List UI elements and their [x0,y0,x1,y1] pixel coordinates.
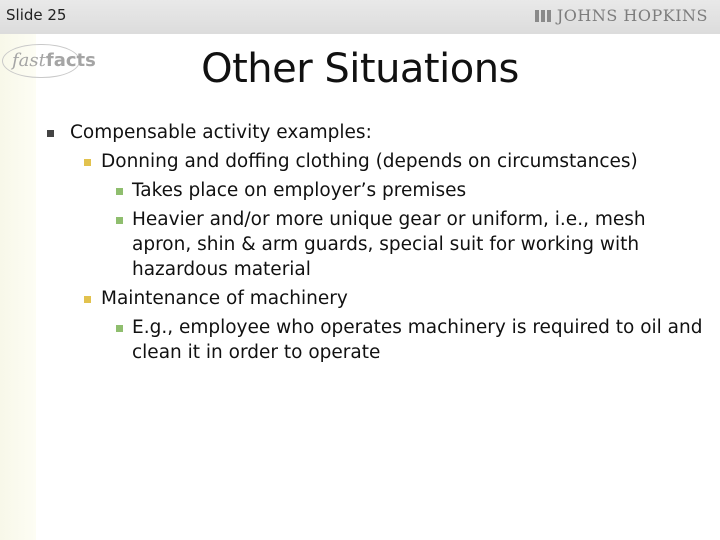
bullet-level3-icon [116,188,123,195]
bullet-level3-icon [116,217,123,224]
johns-hopkins-logo [535,6,708,25]
bullet-level3-icon [116,325,123,332]
slide-title: Other Situations [201,46,519,92]
logo-text: JOHNS HOPKINS [556,6,708,25]
bullet-text-level3: E.g., employee who operates machinery is required to oil and [132,317,703,338]
bullet-text-level3: hazardous material [132,259,311,280]
bullet-text-level2: Maintenance of machinery [101,288,348,309]
bullet-level2-icon [84,296,91,303]
left-band [0,34,36,540]
bullet-text-level3: Heavier and/or more unique gear or uniform, i.e., mesh [132,209,646,230]
bullet-text-level2: Donning and doffing clothing (depends on circumstances) [101,151,638,172]
bullet-level1-icon [47,130,54,137]
fastfacts-fast: fast [12,50,46,71]
slide-number: Slide 25 [6,6,67,24]
fastfacts-facts: facts [45,50,96,71]
bullet-text-level3: Takes place on employer’s premises [132,180,467,201]
bullet-level2-icon [84,159,91,166]
bullet-text-level3: clean it in order to operate [132,342,381,363]
bullet-text-level3: apron, shin & arm guards, special suit for working with [132,234,640,255]
hopkins-shield-icon [535,9,551,23]
bullet-text-level1: Compensable activity examples: [70,122,372,143]
